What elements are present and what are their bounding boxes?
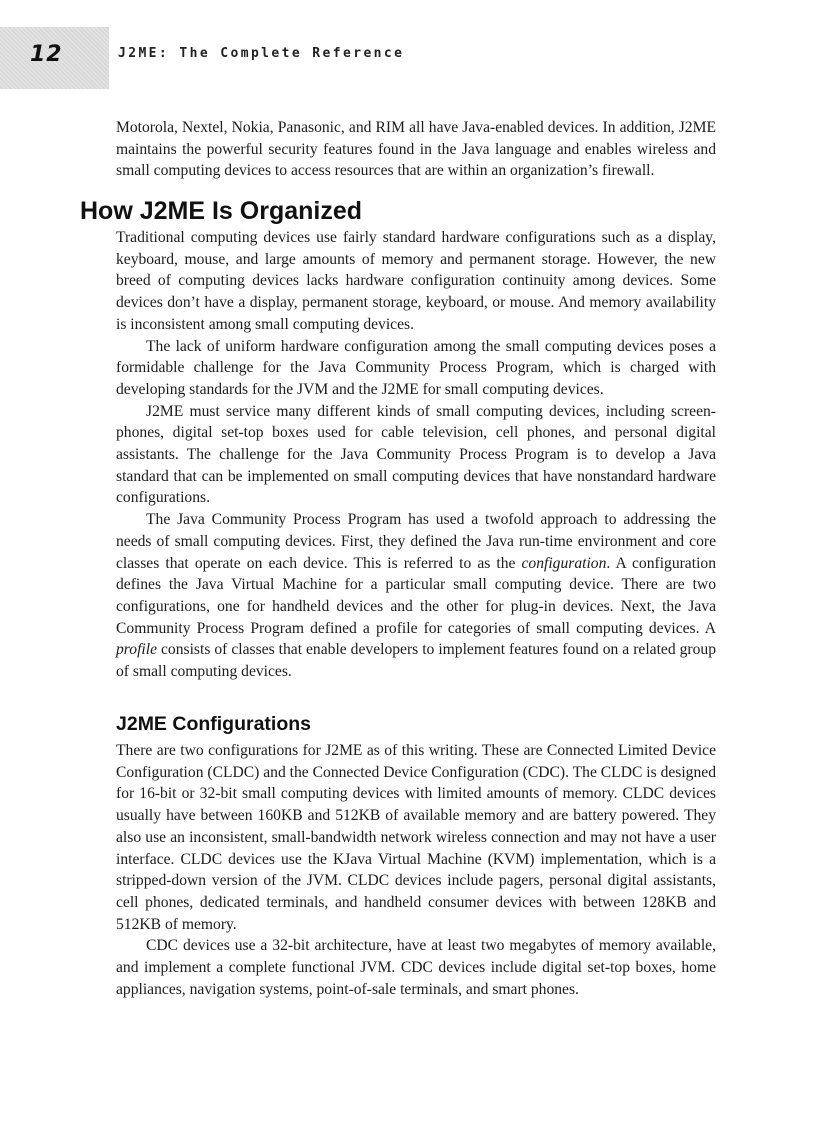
section-heading-organized: How J2ME Is Organized (80, 197, 363, 225)
subsection-heading-configurations: J2ME Configurations (116, 713, 312, 735)
organized-paragraph-4 (116, 509, 716, 683)
organized-paragraph-1: Traditional computing devices use fairly standard hardware configurations such as a display, keyboard, mouse, and large amounts of memory and permanent storage. However, the new breed of computing devices lacks hardware configuration continuity among devices. Some devices don’t have a display, permanent storage, keyboard, or mouse. And memory availability is inconsistent among small computing devices. (116, 229, 716, 333)
term-configuration: configuration (521, 554, 607, 572)
organized-body (116, 227, 716, 683)
organized-paragraph-3: J2ME must service many different kinds of small computing devices, including screen-phones, digital set-top boxes used for cable television, cell phones, and personal digital assistants. The challenge for the Java Community Process Program is to develop a Java standard that can be implemented on small computing devices that have nonstandard hardware configurations. (116, 402, 716, 507)
running-title: J2ME: The Complete Reference (118, 46, 405, 61)
term-profile: profile (116, 641, 158, 659)
configurations-body (116, 740, 716, 1000)
configurations-paragraph-2: CDC devices use a 32-bit architecture, have at least two megabytes of memory available, and implement a complete functional JVM. CDC devices include digital set-top boxes, home appliances, navigation systems, point-of-sale terminals, and smart phones. (116, 937, 716, 998)
configurations-paragraph-1: There are two configurations for J2ME as of this writing. These are Connected Limited Device Configuration (CLDC) and the Connected Device Configuration (CDC). The CLDC is designed for 16-bit or 32-bit small computing devices with limited amounts of memory. CLDC devices usually have between 160KB and 512KB of available memory and are battery powered. They also use an inconsistent, small-bandwidth network wireless connection and may not have a user interface. CLDC devices use the KJava Virtual Machine (KVM) implementation, which is a stripped-down version of the JVM. CLDC devices include pagers, personal digital assistants, cell phones, dedicated terminals, and handheld consumer devices with between 128KB and 512KB of memory. (116, 742, 716, 933)
organized-paragraph-2: The lack of uniform hardware configuration among the small computing devices poses a formidable challenge for the Java Community Process Program, which is charged with developing standards for the JVM and the J2ME for small computing devices. (116, 337, 716, 398)
p4-text-b: . A configuration defines the Java Virtual Machine for a particular small computing device. There are two configurations, one for handheld devices and the other for plug-in devices. Next, the Java Community Process Program defined a profile for categories of small computing devices. A (116, 554, 716, 637)
intro-block (116, 117, 716, 182)
p4-text-c: consists of classes that enable developers to implement features found on a related group of small computing devices. (116, 641, 716, 681)
p4-text-a: The Java Community Process Program has used a twofold approach to addressing the needs of small computing devices. First, they defined the Java run-time environment and core classes that operate on each device. This is referred to as the (116, 511, 716, 572)
intro-paragraph: Motorola, Nextel, Nokia, Panasonic, and RIM all have Java-enabled devices. In addition, J2ME maintains the powerful security features found in the Java language and enables wireless and small computing devices to access resources that are within an organization’s firewall. (116, 119, 716, 180)
page-number: 12 (30, 42, 63, 67)
